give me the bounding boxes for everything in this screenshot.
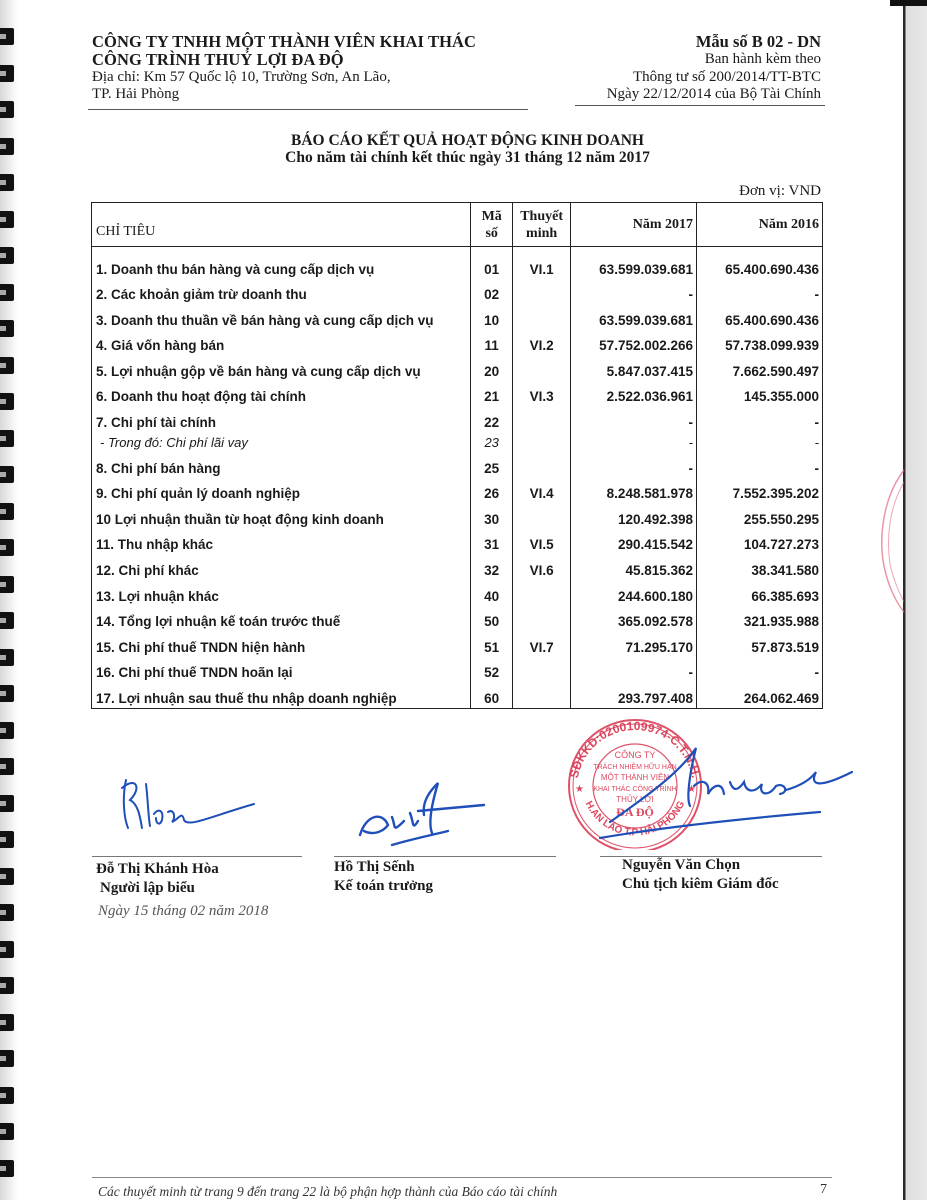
- row-value-2017: 365.092.578: [571, 606, 697, 632]
- row-item: 10 Lợi nhuận thuần từ hoạt động kinh doanh: [92, 503, 471, 529]
- binding-hole: [0, 174, 14, 191]
- row-code: 20: [471, 355, 513, 381]
- table-row: [92, 657, 823, 683]
- binding-hole: [0, 211, 14, 228]
- table-row: [92, 682, 823, 708]
- accountant-name: Hồ Thị Sếnh: [334, 859, 415, 875]
- table-row: [92, 580, 823, 606]
- row-note: [513, 503, 571, 529]
- binding-hole: [0, 1160, 14, 1177]
- form-date-line: Ngày 22/12/2014 của Bộ Tài Chính: [606, 86, 821, 102]
- row-code: 32: [471, 554, 513, 580]
- row-item: 5. Lợi nhuận gộp về bán hàng và cung cấp dịch vụ: [92, 355, 471, 381]
- director-name: Nguyễn Văn Chọn: [622, 857, 741, 873]
- row-item: 6. Doanh thu hoạt động tài chính: [92, 381, 471, 407]
- row-note: VI.7: [513, 631, 571, 657]
- company-address-line1: Địa chỉ: Km 57 Quốc lộ 10, Trường Sơn, An Lão,: [92, 69, 391, 85]
- binding-hole: [0, 284, 14, 301]
- binding-hole: [0, 1123, 14, 1140]
- row-value-2017: -: [571, 279, 697, 305]
- row-value-2017: 120.492.398: [571, 503, 697, 529]
- binding-hole: [0, 868, 14, 885]
- form-code: Mẫu số B 02 - DN: [695, 32, 821, 51]
- row-note: [513, 580, 571, 606]
- binding-hole: [0, 722, 14, 739]
- table-row: [92, 406, 823, 432]
- row-code: 23: [471, 432, 513, 452]
- row-value-2017: 244.600.180: [571, 580, 697, 606]
- form-circular-line: Thông tư số 200/2014/TT-BTC: [633, 68, 821, 85]
- accountant-block: [334, 858, 433, 896]
- row-value-2016: -: [697, 452, 823, 478]
- row-item: - Trong đó: Chi phí lãi vay: [92, 432, 471, 452]
- director-title: Chủ tịch kiêm Giám đốc: [622, 876, 779, 892]
- row-code: 01: [471, 247, 513, 279]
- row-item: 13. Lợi nhuận khác: [92, 580, 471, 606]
- row-value-2017: -: [571, 406, 697, 432]
- seal-line1: CÔNG TY: [614, 750, 656, 760]
- binding-hole: [0, 101, 14, 118]
- row-item: 17. Lợi nhuận sau thuế thu nhập doanh nghiệp: [92, 682, 471, 708]
- row-value-2017: -: [571, 432, 697, 452]
- sign-date: Ngày 15 tháng 02 năm 2018: [98, 903, 269, 919]
- table-row: [92, 503, 823, 529]
- row-value-2016: 255.550.295: [697, 503, 823, 529]
- row-value-2016: -: [697, 279, 823, 305]
- row-item: 15. Chi phí thuế TNDN hiện hành: [92, 631, 471, 657]
- edge-stamp-fragment: [876, 466, 906, 616]
- row-value-2016: 65.400.690.436: [697, 247, 823, 279]
- table-row: [92, 631, 823, 657]
- seal-line4: KHAI THÁC CÔNG TRÌNH: [593, 786, 677, 793]
- accountant-title: Kế toán trưởng: [334, 878, 433, 894]
- row-value-2016: -: [697, 406, 823, 432]
- binding-hole: [0, 758, 14, 775]
- company-address-line2: TP. Hải Phòng: [92, 86, 180, 102]
- row-note: [513, 304, 571, 330]
- row-item: 14. Tổng lợi nhuận kế toán trước thuế: [92, 606, 471, 632]
- binding-hole: [0, 466, 14, 483]
- row-value-2017: 71.295.170: [571, 631, 697, 657]
- table-row: [92, 247, 823, 279]
- row-value-2016: 104.727.273: [697, 529, 823, 555]
- row-code: 30: [471, 503, 513, 529]
- accountant-signature: [352, 775, 487, 855]
- header-code-line2: số: [485, 225, 498, 241]
- row-note: VI.6: [513, 554, 571, 580]
- company-name-line1: CÔNG TY TNHH MỘT THÀNH VIÊN KHAI THÁC: [92, 32, 477, 51]
- preparer-signature: [112, 770, 262, 840]
- row-value-2017: 8.248.581.978: [571, 478, 697, 504]
- row-note: [513, 452, 571, 478]
- header-year-2016: Năm 2016: [697, 203, 823, 247]
- table-row: [92, 330, 823, 356]
- binding-hole: [0, 357, 14, 374]
- currency-unit: Đơn vị: VND: [739, 183, 821, 199]
- row-note: [513, 606, 571, 632]
- row-value-2016: 321.935.988: [697, 606, 823, 632]
- row-code: 50: [471, 606, 513, 632]
- row-note: VI.5: [513, 529, 571, 555]
- header-year-2017: Năm 2017: [571, 203, 697, 247]
- binding-hole: [0, 1050, 14, 1067]
- row-item: 11. Thu nhập khác: [92, 529, 471, 555]
- seal-line3: MỘT THÀNH VIÊN: [600, 773, 670, 782]
- seal-line5: THỦY LỢI: [616, 795, 654, 804]
- spiral-binding: [0, 0, 18, 1200]
- row-value-2016: 57.873.519: [697, 631, 823, 657]
- row-value-2016: -: [697, 657, 823, 683]
- director-block: [622, 856, 779, 894]
- row-value-2017: 63.599.039.681: [571, 304, 697, 330]
- row-value-2017: 293.797.408: [571, 682, 697, 708]
- row-value-2016: 38.341.580: [697, 554, 823, 580]
- row-value-2016: 66.385.693: [697, 580, 823, 606]
- page-number: 7: [820, 1182, 827, 1197]
- binding-hole: [0, 685, 14, 702]
- table-header-row: [92, 203, 823, 247]
- preparer-title: Người lập biểu: [100, 880, 195, 896]
- header-note: [513, 203, 571, 247]
- company-name-line2: CÔNG TRÌNH THUỶ LỢI ĐA ĐỘ: [92, 50, 344, 69]
- table-row: [92, 432, 823, 452]
- binding-hole: [0, 247, 14, 264]
- seal-star-right: ★: [687, 784, 696, 795]
- row-value-2017: 45.815.362: [571, 554, 697, 580]
- row-code: 10: [471, 304, 513, 330]
- binding-hole: [0, 977, 14, 994]
- seal-outer-text: SĐKKD:0200109974-C.T.N.H.: [566, 718, 704, 780]
- binding-hole: [0, 649, 14, 666]
- row-item: 1. Doanh thu bán hàng và cung cấp dịch vụ: [92, 247, 471, 279]
- header-note-line2: minh: [526, 225, 558, 241]
- form-issued-line: Ban hành kèm theo: [704, 51, 821, 67]
- row-code: 40: [471, 580, 513, 606]
- row-note: VI.1: [513, 247, 571, 279]
- binding-hole: [0, 904, 14, 921]
- row-value-2016: 145.355.000: [697, 381, 823, 407]
- preparer-name: Đỗ Thị Khánh Hòa: [96, 861, 219, 877]
- report-title: BÁO CÁO KẾT QUẢ HOẠT ĐỘNG KINH DOANH: [291, 132, 644, 149]
- row-code: 02: [471, 279, 513, 305]
- seal-star-left: ★: [575, 784, 584, 795]
- table-row: [92, 304, 823, 330]
- binding-hole: [0, 393, 14, 410]
- row-value-2017: 57.752.002.266: [571, 330, 697, 356]
- table-row: [92, 381, 823, 407]
- row-note: VI.4: [513, 478, 571, 504]
- header-divider: [88, 109, 528, 110]
- table-row: [92, 554, 823, 580]
- row-value-2016: -: [697, 432, 823, 452]
- row-note: [513, 682, 571, 708]
- binding-hole: [0, 1087, 14, 1104]
- row-note: [513, 355, 571, 381]
- row-value-2017: -: [571, 452, 697, 478]
- table-row: [92, 529, 823, 555]
- row-code: 25: [471, 452, 513, 478]
- binding-hole: [0, 539, 14, 556]
- page-edge-corner: [890, 0, 927, 6]
- accountant-signature-line: [334, 856, 556, 857]
- footer-note: Các thuyết minh từ trang 9 đến trang 22 là bộ phận hợp thành của Báo cáo tài chính: [98, 1184, 558, 1199]
- header-item-label: CHỈ TIÊU: [96, 223, 156, 239]
- row-code: 26: [471, 478, 513, 504]
- seal-line2: TRÁCH NHIỆM HỮU HẠN: [593, 764, 677, 771]
- table-row: [92, 355, 823, 381]
- row-item: 9. Chi phí quản lý doanh nghiệp: [92, 478, 471, 504]
- preparer-signature-line: [92, 856, 302, 857]
- income-statement-table: [91, 202, 823, 709]
- report-subtitle: Cho năm tài chính kết thúc ngày 31 tháng 12 năm 2017: [285, 149, 650, 166]
- binding-hole: [0, 1014, 14, 1031]
- row-item: 7. Chi phí tài chính: [92, 406, 471, 432]
- binding-hole: [0, 65, 14, 82]
- table-row: [92, 478, 823, 504]
- row-value-2016: 7.662.590.497: [697, 355, 823, 381]
- company-header: [92, 33, 512, 103]
- binding-hole: [0, 28, 14, 45]
- row-value-2017: 2.522.036.961: [571, 381, 697, 407]
- row-value-2017: 290.415.542: [571, 529, 697, 555]
- row-code: 60: [471, 682, 513, 708]
- page-edge: [903, 0, 927, 1200]
- preparer-block: [96, 860, 219, 898]
- row-item: 2. Các khoản giảm trừ doanh thu: [92, 279, 471, 305]
- header-code-line1: Mã: [481, 208, 502, 224]
- form-info-divider: [575, 105, 825, 106]
- row-code: 11: [471, 330, 513, 356]
- seal-bottom-text: H.AN LÃO T.P HẢI PHÒNG: [582, 799, 688, 839]
- footer-divider: [92, 1177, 832, 1178]
- row-value-2016: 57.738.099.939: [697, 330, 823, 356]
- binding-hole: [0, 576, 14, 593]
- row-note: [513, 279, 571, 305]
- row-item: 4. Giá vốn hàng bán: [92, 330, 471, 356]
- header-code: [471, 203, 513, 247]
- row-item: 16. Chi phí thuế TNDN hoãn lại: [92, 657, 471, 683]
- row-note: VI.2: [513, 330, 571, 356]
- row-item: 3. Doanh thu thuần về bán hàng và cung cấp dịch vụ: [92, 304, 471, 330]
- table-row: [92, 606, 823, 632]
- row-note: VI.3: [513, 381, 571, 407]
- row-code: 31: [471, 529, 513, 555]
- row-value-2016: 7.552.395.202: [697, 478, 823, 504]
- header-note-line1: Thuyết: [520, 208, 564, 224]
- row-value-2016: 65.400.690.436: [697, 304, 823, 330]
- row-note: [513, 432, 571, 452]
- row-code: 51: [471, 631, 513, 657]
- binding-hole: [0, 320, 14, 337]
- row-code: 22: [471, 406, 513, 432]
- binding-hole: [0, 612, 14, 629]
- form-info: [521, 33, 821, 104]
- binding-hole: [0, 941, 14, 958]
- row-value-2017: -: [571, 657, 697, 683]
- report-title-block: [0, 132, 927, 166]
- binding-hole: [0, 430, 14, 447]
- binding-hole: [0, 795, 14, 812]
- row-value-2016: 264.062.469: [697, 682, 823, 708]
- binding-hole: [0, 831, 14, 848]
- row-note: [513, 657, 571, 683]
- binding-hole: [0, 503, 14, 520]
- row-value-2017: 63.599.039.681: [571, 247, 697, 279]
- seal-line6: ĐA ĐỘ: [616, 805, 654, 819]
- row-code: 21: [471, 381, 513, 407]
- row-code: 52: [471, 657, 513, 683]
- header-item: [92, 203, 471, 247]
- table-row: [92, 279, 823, 305]
- table-row: [92, 452, 823, 478]
- director-signature: [590, 742, 860, 842]
- row-item: 12. Chi phí khác: [92, 554, 471, 580]
- row-note: [513, 406, 571, 432]
- row-value-2017: 5.847.037.415: [571, 355, 697, 381]
- row-item: 8. Chi phí bán hàng: [92, 452, 471, 478]
